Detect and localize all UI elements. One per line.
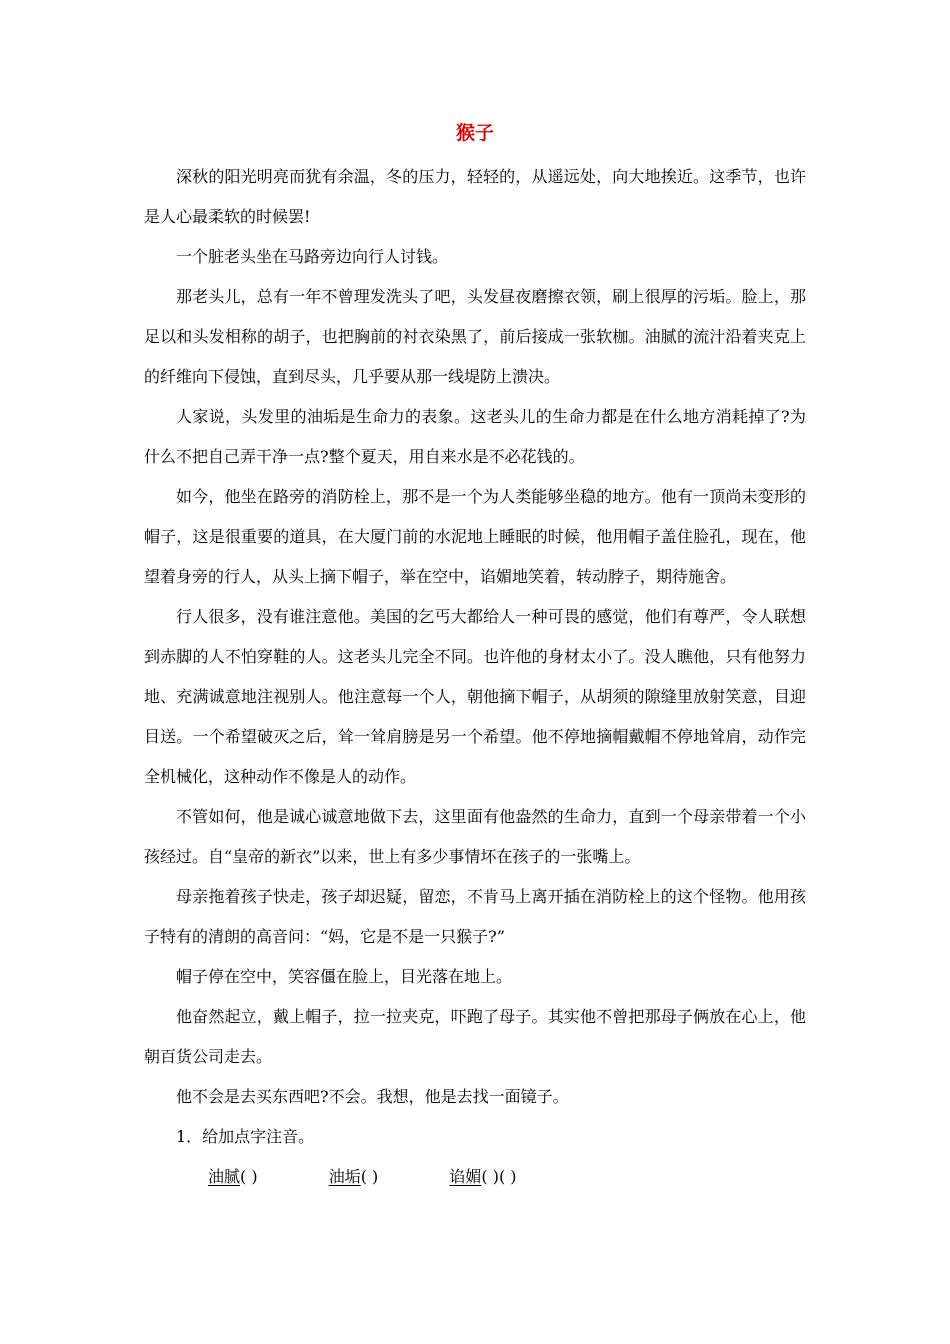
- paragraph-11: 他不会是去买东西吧?不会。我想，他是去找一面镜子。: [176, 1087, 569, 1106]
- paragraph-8: 母亲拖着孩子快走，孩子却迟疑，留恋，不肯马上离开插在消防栓上的这个怪物。他用孩子特有的清朗的高音问：“妈，它是不是一只猴子?”: [144, 887, 806, 946]
- article-title: 猴子: [455, 122, 494, 144]
- paragraph-1: 深秋的阳光明亮而犹有余温，冬的压力，轻轻的，从遥远处，向大地挨近。这季节，也许是人心最柔软的时候罢!: [144, 167, 806, 226]
- question-word: 油垢: [328, 1167, 361, 1186]
- paragraph-10: 他奋然起立，戴上帽子，拉一拉夹克，吓跑了母子。其实他不曾把那母子俩放在心上，他朝百货公司走去。: [144, 1007, 806, 1066]
- paragraph-9: 帽子停在空中，笑容僵在脸上，目光落在地上。: [176, 967, 513, 986]
- paragraph-6: 行人很多，没有谁注意他。美国的乞丐大都给人一种可畏的感觉，他们有尊严，令人联想到赤脚的人不怕穿鞋的人。这老头儿完全不同。也许他的身材太小了。没人瞧他，只有他努力地、充满诚意地注视别人。他注意每一个人，朝他摘下帽子，从胡须的隙缝里放射笑意，目迎目送。一个希望破灭之后，耸一耸肩膀是另一个希望。他不停地摘帽戴帽不停地耸肩，动作完全机械化，这种动作不像是人的动作。: [144, 607, 806, 786]
- question-item-3: [417, 1157, 516, 1197]
- paragraph-3: 那老头儿，总有一年不曾理发洗头了吧，头发昼夜磨擦衣领，刷上很厚的污垢。脸上，那足以和头发相称的胡子，也把胸前的衬衣染黑了，前后接成一张软枷。油腻的流汁沿着夹克上的纤维向下侵蚀，直到尽头，几乎要从那一线堤防上溃决。: [144, 287, 806, 386]
- question-prompt: 1．给加点字注音。: [176, 1127, 315, 1146]
- question-item-2: [297, 1157, 379, 1197]
- answer-blank: ( )( ): [481, 1167, 517, 1186]
- paragraph-5: 如今，他坐在路旁的消防栓上，那不是一个为人类能够坐稳的地方。他有一顶尚未变形的帽子，这是很重要的道具，在大厦门前的水泥地上睡眠的时候，他用帽子盖住脸孔，现在，他望着身旁的行人，从头上摘下帽子，举在空中，谄媚地笑着，转动脖子，期待施舍。: [144, 487, 806, 586]
- paragraph-2: 一个脏老头坐在马路旁边向行人讨钱。: [176, 247, 449, 266]
- paragraph-7: 不管如何，他是诚心诚意地做下去，这里面有他盎然的生命力，直到一个母亲带着一个小孩经过。自“皇帝的新衣”以来，世上有多少事情坏在孩子的一张嘴上。: [144, 807, 806, 866]
- article-body: [144, 157, 806, 1197]
- question-item-1: [176, 1157, 258, 1197]
- answer-blank: ( ): [360, 1167, 379, 1186]
- paragraph-4: 人家说，头发里的油垢是生命力的表象。这老头儿的生命力都是在什么地方消耗掉了?为什么不把自己弄干净一点?整个夏天，用自来水是不必花钱的。: [144, 407, 806, 466]
- answer-blank: ( ): [240, 1167, 258, 1186]
- question-word: 谄媚: [449, 1167, 482, 1186]
- question-items: [144, 1157, 806, 1197]
- question-word: 油腻: [208, 1167, 241, 1186]
